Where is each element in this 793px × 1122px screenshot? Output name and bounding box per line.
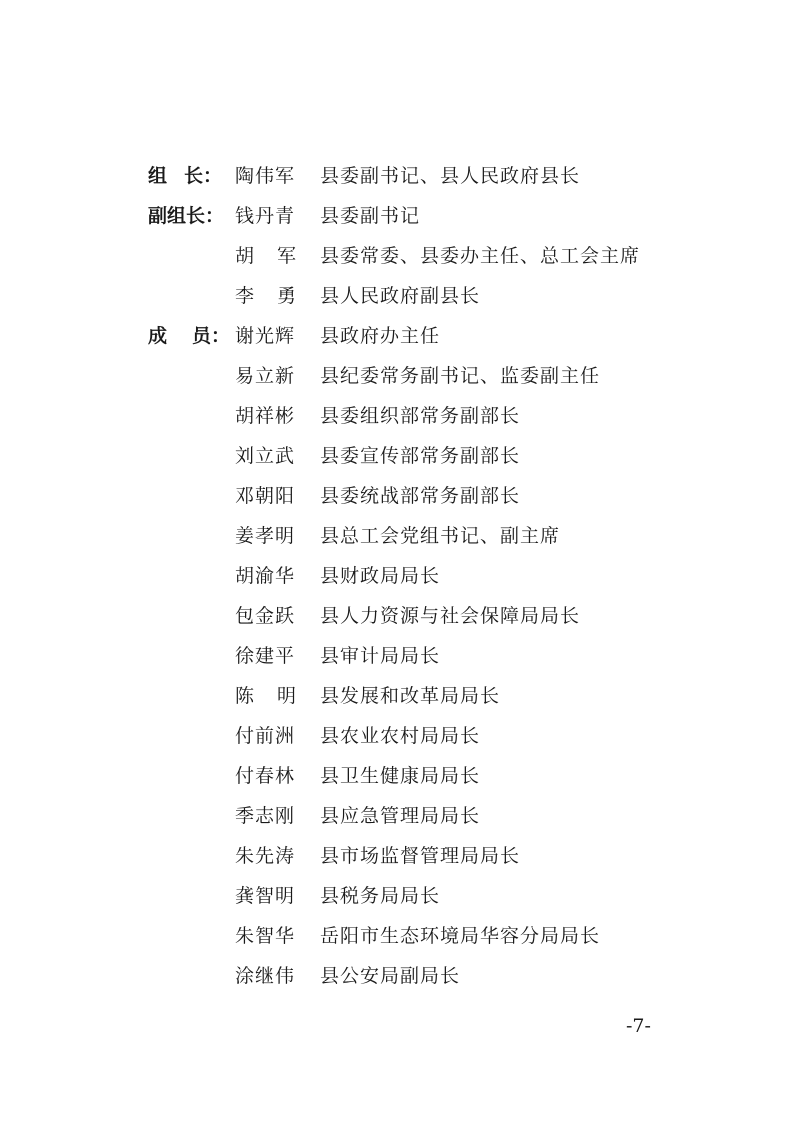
member-name: 胡渝华 (235, 565, 296, 587)
member-name: 季志刚 (235, 805, 296, 827)
member-duty: 县审计局局长 (320, 645, 441, 667)
member-name-part2: 明 (277, 685, 298, 707)
member-duty: 县应急管理局局长 (320, 805, 481, 827)
member-duty: 岳阳市生态环境局华容分局局长 (320, 925, 601, 947)
roster-row (0, 440, 793, 480)
roster-row (0, 840, 793, 880)
member-name: 谢光辉 (235, 325, 296, 347)
member-duty: 县总工会党组书记、副主席 (320, 525, 561, 547)
member-duty: 县委常委、县委办主任、总工会主席 (320, 245, 641, 267)
member-name: 朱智华 (235, 925, 296, 947)
roster-row (0, 960, 793, 1000)
member-name: 姜孝明 (235, 525, 296, 547)
member-name: 朱先涛 (235, 845, 296, 867)
roster-row (0, 160, 793, 200)
roster-row (0, 200, 793, 240)
roster-row (0, 680, 793, 720)
member-name: 包金跃 (235, 605, 296, 627)
member-name: 付前洲 (235, 725, 296, 747)
role-label-leader-part1: 组 (148, 165, 168, 187)
member-duty: 县税务局局长 (320, 885, 441, 907)
roster-list (0, 160, 793, 1000)
roster-row (0, 320, 793, 360)
page-number: -7- (626, 1015, 651, 1037)
member-name: 邓朝阳 (235, 485, 296, 507)
roster-row (0, 280, 793, 320)
member-name: 涂继伟 (235, 965, 296, 987)
roster-row (0, 480, 793, 520)
roster-row (0, 240, 793, 280)
role-label-leader-part2: 长： (184, 165, 223, 187)
member-name-part1: 陈 (235, 685, 256, 707)
member-name: 刘立武 (235, 445, 296, 467)
roster-row (0, 560, 793, 600)
role-label-member-part1: 成 (148, 325, 168, 347)
roster-row (0, 920, 793, 960)
member-duty: 县发展和改革局局长 (320, 685, 501, 707)
roster-row (0, 640, 793, 680)
roster-row (0, 360, 793, 400)
member-name-part1: 胡 (235, 245, 256, 267)
member-duty: 县委统战部常务副部长 (320, 485, 521, 507)
member-duty: 县人力资源与社会保障局局长 (320, 605, 581, 627)
member-duty: 县市场监督管理局局长 (320, 845, 521, 867)
member-name: 付春林 (235, 765, 296, 787)
roster-row (0, 760, 793, 800)
role-label-member-part2: 员： (192, 325, 231, 347)
member-duty: 县人民政府副县长 (320, 285, 481, 307)
roster-row (0, 600, 793, 640)
member-name-part2: 军 (277, 245, 298, 267)
roster-row (0, 880, 793, 920)
member-name: 胡祥彬 (235, 405, 296, 427)
member-name-part2: 勇 (277, 285, 298, 307)
roster-row (0, 800, 793, 840)
role-label-deputy: 副组长： (148, 205, 225, 227)
member-name: 易立新 (235, 365, 296, 387)
member-duty: 县委宣传部常务副部长 (320, 445, 521, 467)
member-duty: 县农业农村局局长 (320, 725, 481, 747)
member-name-part1: 李 (235, 285, 256, 307)
member-duty: 县委副书记、县人民政府县长 (320, 165, 581, 187)
member-name: 徐建平 (235, 645, 296, 667)
member-name: 龚智明 (235, 885, 296, 907)
roster-row (0, 400, 793, 440)
member-duty: 县财政局局长 (320, 565, 441, 587)
member-duty: 县政府办主任 (320, 325, 441, 347)
roster-row (0, 720, 793, 760)
member-duty: 县纪委常务副书记、监委副主任 (320, 365, 601, 387)
member-name: 陶伟军 (235, 165, 296, 187)
member-duty: 县卫生健康局局长 (320, 765, 481, 787)
member-duty: 县委组织部常务副部长 (320, 405, 521, 427)
member-duty: 县公安局副局长 (320, 965, 461, 987)
member-duty: 县委副书记 (320, 205, 421, 227)
member-name: 钱丹青 (235, 205, 296, 227)
roster-row (0, 520, 793, 560)
